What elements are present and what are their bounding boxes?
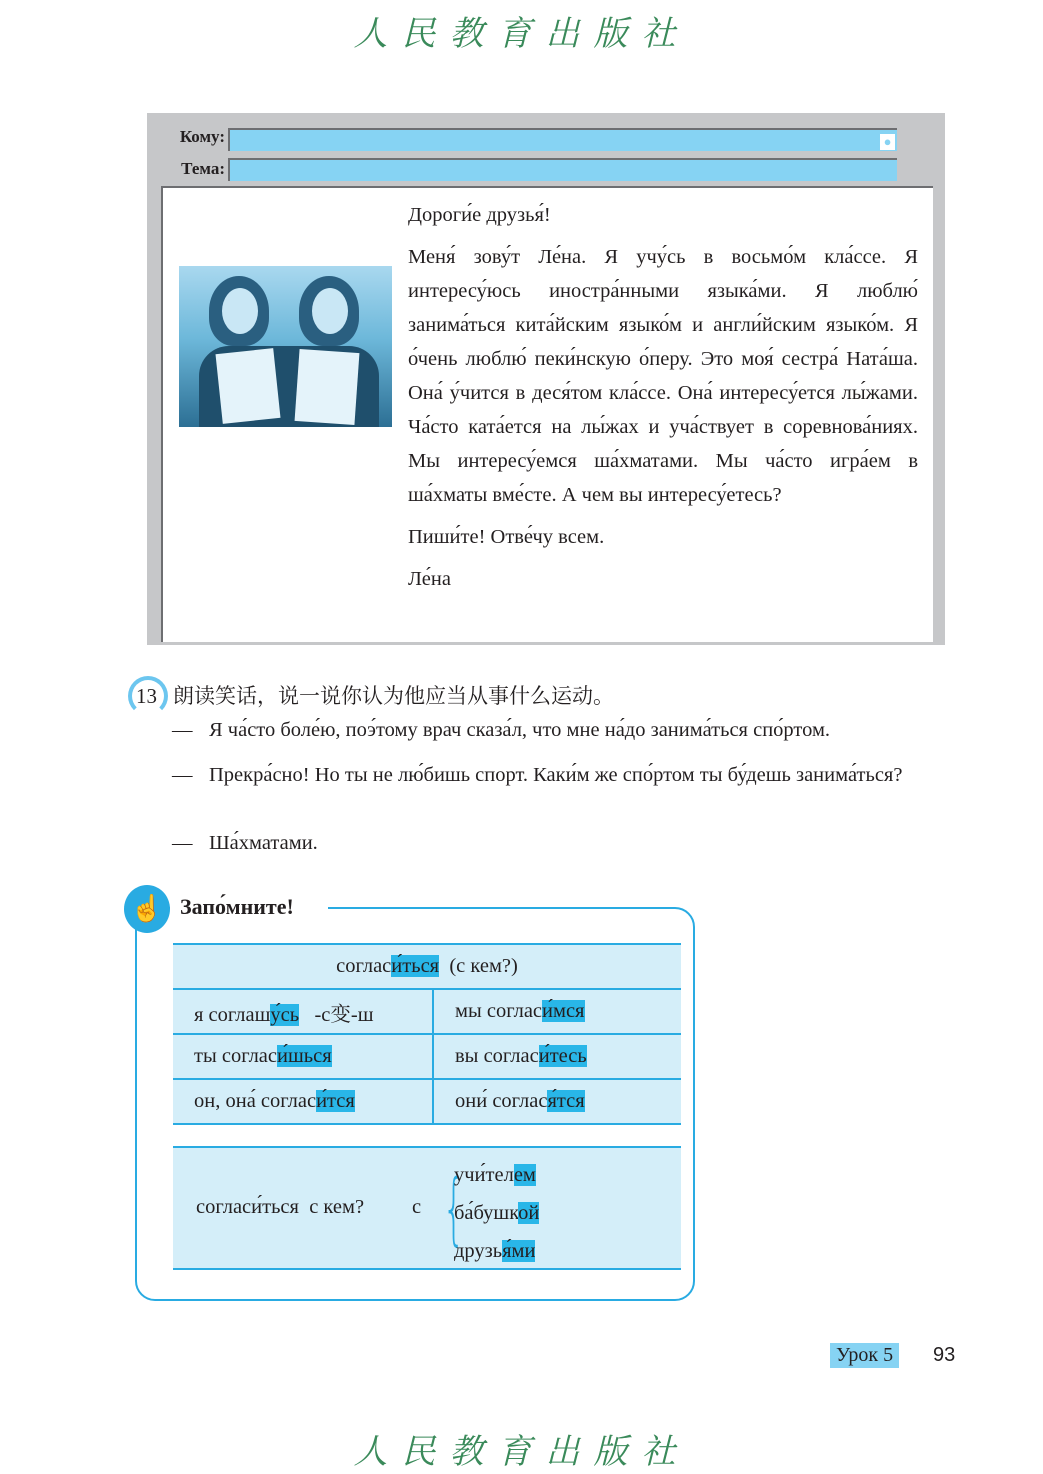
publisher-logo-top: 人民教育出版社 — [353, 14, 690, 54]
dialogue-line: — Прекра́сно! Но ты не лю́бишь спорт. Каки́м же спо́ртом ты бу́дешь занима́ться? — [172, 764, 903, 786]
memo-title: Запо́мните! — [180, 894, 294, 919]
government-list — [454, 1156, 539, 1270]
table-row — [173, 944, 681, 989]
list-item: ба́бушкой — [454, 1202, 540, 1224]
dialogue-line: — Я ча́сто боле́ю, поэ́тому врач сказа́л, что мне на́до занима́ться спо́ртом. — [172, 719, 831, 741]
government-preposition: с — [412, 1196, 422, 1218]
government-table — [173, 1146, 681, 1270]
conjugation-table — [173, 943, 681, 1125]
list-item: учи́телем — [454, 1164, 536, 1186]
list-item: друзья́ми — [454, 1240, 536, 1262]
letter-text — [408, 198, 918, 604]
to-label: Кому: — [179, 127, 225, 146]
verb-header: согласи́ться (с кем?) — [173, 944, 681, 989]
subject-field[interactable] — [228, 158, 897, 181]
dialogue-line: — Ша́хматами. — [172, 832, 318, 854]
to-field[interactable] — [228, 128, 897, 151]
subject-label: Тема: — [181, 159, 225, 178]
table-row: ты согласи́шься вы согласи́тесь — [173, 1034, 681, 1079]
exercise-number: 13 — [136, 684, 157, 708]
letter-body: Меня́ зову́т Ле́на. Я учу́сь в восьмо́м кла́ссе. Я интересу́юсь иностра́нными языка́ми. Я люблю́ занима́ться кита́йским языко́м и англи́йским языко́м. Я о́чень люблю́ пеки́нскую о́перу. Это моя́ сестра́ Ната́ша. Она́ у́чится в деся́том кла́ссе. Она́ интересу́ется лы́жами. Ча́сто ката́ется на лы́жах и уча́ствует в соревнова́ниях. Мы интересу́емся ша́хматами. Мы ча́сто игра́ем в ша́хматы вме́сте. А чем вы интересу́етесь? — [408, 246, 918, 506]
photo-two-girls — [179, 266, 392, 427]
pointing-hand-icon: ☝ — [124, 885, 170, 933]
publisher-logo-bottom: 人民教育出版社 — [353, 1432, 690, 1472]
letter-closing: Пиши́те! Отве́чу всем. — [408, 526, 605, 548]
letter-signature: Ле́на — [408, 568, 451, 590]
page-number: 93 — [933, 1344, 956, 1366]
government-phrase: согласи́ться с кем? — [196, 1196, 365, 1218]
table-row: я соглашу́сь -с变-ш мы согласи́мся — [173, 989, 681, 1034]
lesson-label: Урок 5 — [830, 1343, 899, 1368]
table-row: он, она́ согласи́тся они́ соглася́тся — [173, 1079, 681, 1124]
brace-icon: { — [442, 1164, 465, 1254]
letter-greeting: Дороги́е друзья́! — [408, 204, 551, 226]
person-icon[interactable]: ● — [880, 134, 895, 150]
exercise-instruction: 朗读笑话，说一说你认为他应当从事什么运动。 — [173, 684, 614, 708]
exercise-audio-icon[interactable] — [128, 676, 168, 716]
